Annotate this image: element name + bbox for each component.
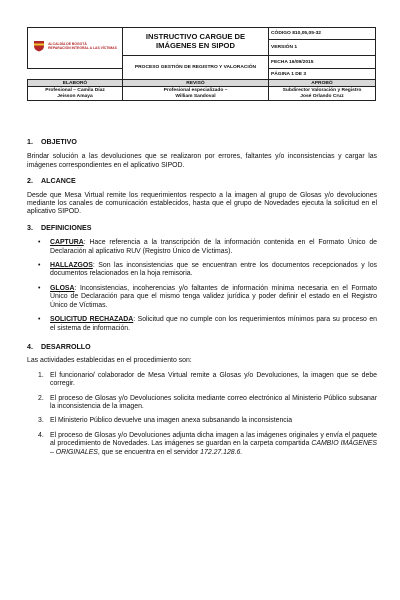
definition-term: HALLAZGOS [50,262,93,270]
signature-aprobo [269,87,376,101]
step-text: El proceso de Glosas y/o Devoluciones solicita mediante correo electrónico al Ministerio Público subsanar la inconsistencia de la imagen. [50,394,377,410]
page-number: PÁGINA 1 DE 3 [269,69,376,80]
step-number: 1. [38,371,44,379]
document-date: FECHA 16/09/2015 [269,56,376,69]
logo-cell [28,28,123,69]
desarrollo-intro: Las actividades establecidas en el procedimiento son: [27,357,192,365]
definition-text: : Hace referencia a la transcripción de la información contenida en el Formato Único de Declaración al aplicativo RUV (Registro Único de Víctimas). [50,239,377,255]
section-title: DESARROLLO [41,342,91,351]
section-title: ALCANCE [41,177,76,186]
step-text: El Ministerio Público devuelve una imagen anexa subsanando la inconsistencia [50,417,293,425]
bullet-icon: • [38,239,41,247]
logo-text-1: ALCALDÍA DE BOGOTÁ [48,41,87,46]
elaboro-line-2: Jeisson Amaya [57,93,93,99]
elaboro-line-1: Profesional – Camila Díaz [45,87,105,93]
section-number: 3. [27,223,33,232]
alcance-text: Desde que Mesa Virtual remite los requerimientos respecto a la imagen al grupo de Glosas y/o devoluciones mediante los canales de comunicación establecidos, hasta que el grupo de Novedades ejecuta la solicitud en el aplicativo SIPOD. [27,191,377,216]
institution-logo [33,40,117,52]
section-heading-alcance [27,177,377,185]
header-aprobo: APROBÓ [269,80,376,87]
definition-text: : Inconsistencias, incoherencias y/o faltantes de información mínima necesaria en el Formato Único de Declaración para que el mismo tenga validez jurídica y poder definir el estado en el Registro Único de Víctimas. [50,284,377,309]
step-text: El proceso de Glosas y/o Devoluciones adjunta dicha imagen a las imágenes originales y envía el paquete al procedimiento de Novedades. Las imágenes se guardan en la carpeta compartida [50,431,377,448]
section-heading-definiciones [27,224,377,232]
section-number: 4. [27,342,33,351]
signature-elaboro [28,87,123,101]
step-item [27,417,377,425]
section-heading-objetivo [27,138,377,146]
step-item [27,395,377,412]
title-line-2: IMÁGENES EN SIPOD [156,40,235,50]
step-item [27,432,377,457]
bullet-icon: • [38,284,41,292]
definition-item [27,239,377,256]
bullet-icon: • [38,262,41,270]
server-address: 172.27.128.6. [200,448,243,456]
process-name: PROCESO GESTIÓN DE REGISTRO Y VALORACIÓN [123,56,269,80]
definition-term: CAPTURA [50,239,84,247]
step-text-cont: , que se encuentra en el servidor [97,448,201,456]
step-item [27,372,377,389]
objetivo-text: Brindar solución a las devoluciones que se realizaron por errores, faltantes y/o inconsistencias y cargar las imágenes correspondientes en el aplicativo SIPOD. [27,153,377,169]
step-number: 3. [38,417,44,425]
section-number: 1. [27,138,33,146]
document-body [27,138,377,457]
section-number: 2. [27,177,33,186]
definition-item [27,285,377,310]
step-text: El funcionario/ colaborador de Mesa Virtual remite a Glosas y/o Devoluciones, la imagen que se debe corregir. [50,371,377,388]
definition-item [27,262,377,279]
definition-item [27,316,377,333]
step-number: 2. [38,394,44,402]
definition-text: : Solicitud que no cumple con los requerimientos mínimos para su proceso en el sistema de información. [50,316,377,332]
header-reviso: REVISÓ [123,80,269,87]
header-elaboro: ELABORÓ [28,80,123,87]
signature-reviso [123,87,269,101]
definition-text: : Son las inconsistencias que se encuentran entre los documentos recepcionados y los documentos relacionados en la hoja remisoria. [50,262,377,278]
definition-term: GLOSA [50,284,75,292]
aprobo-line-1: Subdirector Valoración y Registro [282,87,362,93]
document-header-table [27,27,376,101]
document-version: VERSIÓN 1 [269,39,376,55]
shield-icon [33,40,45,52]
shared-folder-name: CAMBIO IMÁGENES – ORIGINALES [50,440,377,456]
section-heading-desarrollo [27,343,377,351]
bullet-icon: • [38,316,41,324]
document-code: CÓDIGO 810,05,05-32 [269,28,376,40]
aprobo-line-2: José Orlando Cruz [300,93,344,99]
reviso-line-1: Profesional especializado – [163,87,228,93]
logo-spacer [28,69,123,80]
logo-text-2: REPARACIÓN INTEGRAL A LAS VÍCTIMAS [48,46,117,50]
title-line-1: INSTRUCTIVO CARGUE DE [145,31,246,41]
section-title: OBJETIVO [41,138,77,146]
document-title [123,28,269,56]
definition-term: SOLICITUD RECHAZADA [50,316,134,324]
section-title: DEFINICIONES [41,223,92,232]
reviso-line-2: William Sandoval [175,93,216,99]
step-number: 4. [38,431,44,439]
